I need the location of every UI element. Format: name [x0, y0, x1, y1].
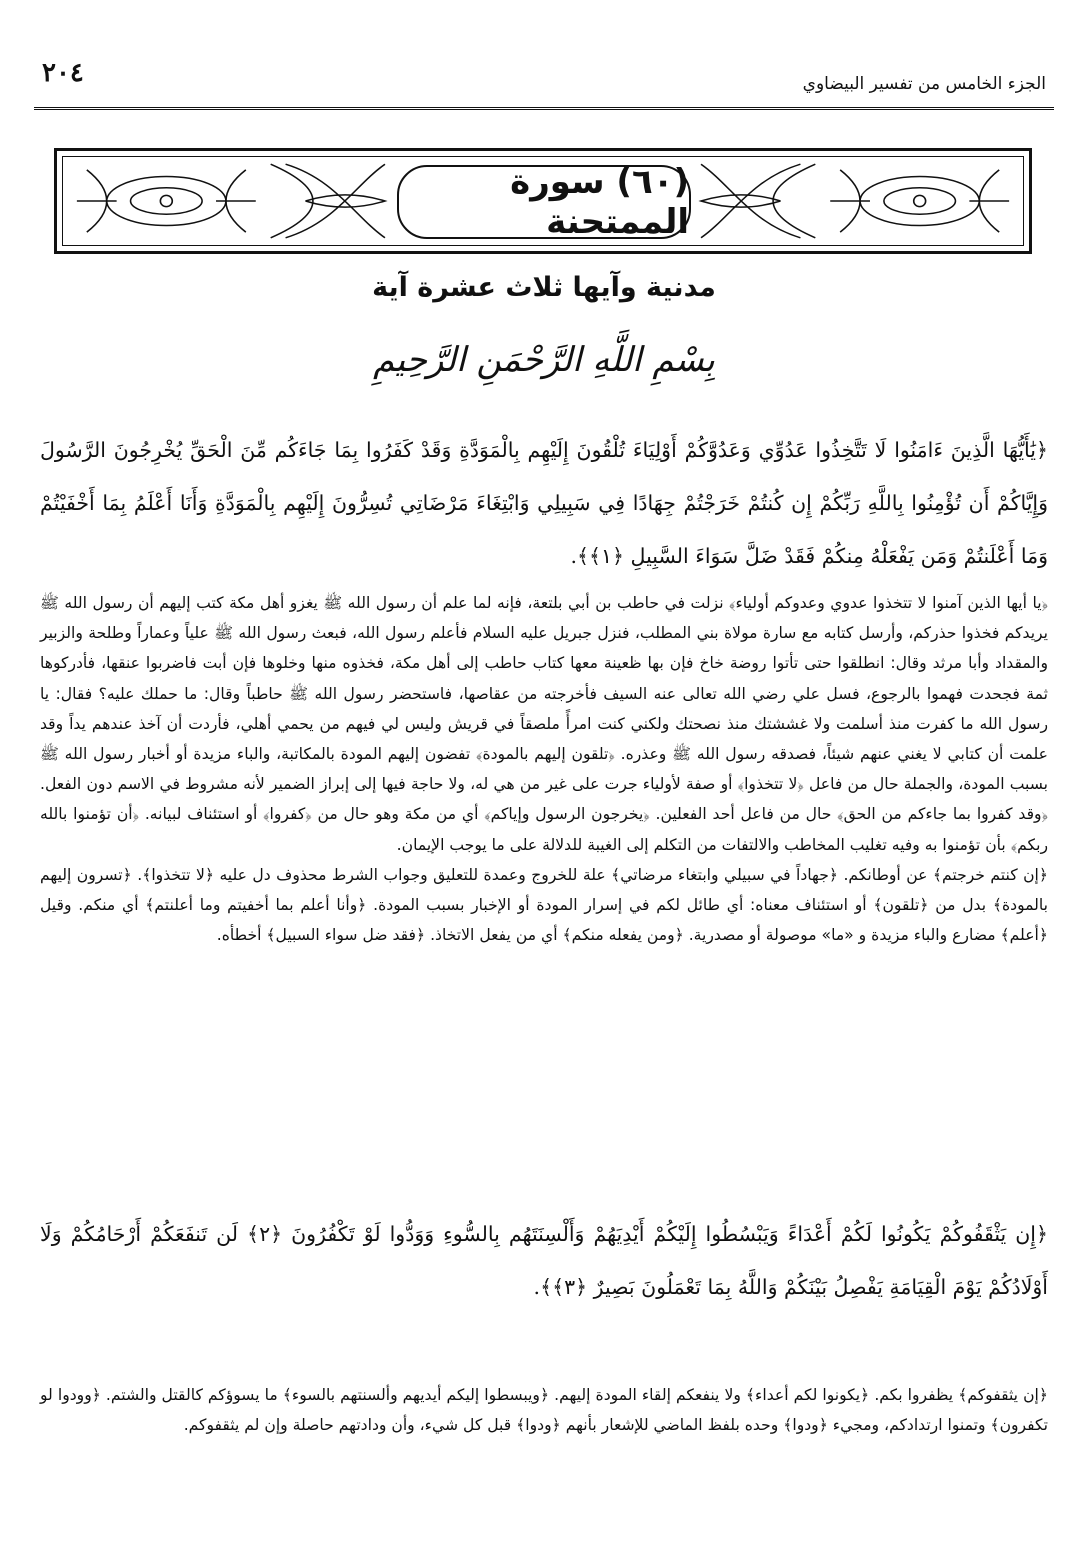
surah-subtitle: مدنية وآيها ثلاث عشرة آية [372, 272, 716, 303]
verse-block-2: ﴿إِن يَثْقَفُوكُمْ يَكُونُوا لَكُمْ أَعْدَاءً وَيَبْسُطُوا إِلَيْكُمْ أَيْدِيَهُمْ وَأَلْسِنَتَهُم بِالسُّوءِ وَوَدُّوا لَوْ تَكْفُرُونَ ﴿٢﴾ لَن تَنفَعَكُمْ أَرْحَامُكُمْ وَلَا أَوْلَادُكُمْ يَوْمَ الْقِيَامَةِ يَفْصِلُ بَيْنَكُمْ وَاللَّهُ بِمَا تَعْمَلُونَ بَصِيرٌ ﴿٣﴾﴾. [40, 1222, 1048, 1299]
header-rule [34, 107, 1054, 110]
page-number: ٢٠٤ [42, 58, 84, 88]
surah-title: (٦٠) سورة الممتحنة [510, 162, 689, 242]
commentary-block-2: ﴿إن يثقفوكم﴾ يظفروا بكم. ﴿يكونوا لكم أعداء﴾ ولا ينفعكم إلقاء المودة إليهم. ﴿ويبسطوا إليكم أيديهم وألسنتهم بالسوء﴾ ما يسوؤكم كالقتل والشتم. ﴿وودوا لو تكفرون﴾ وتمنوا ارتدادكم، ومجيء ﴿ودوا﴾ وحده بلفظ الماضي للإشعار بأنهم ﴿ودوا﴾ قبل كل شيء، وأن ودادتهم حاصلة وإن لم يثقفوكم. [40, 1386, 1048, 1435]
commentary-paragraph: ﴿إن كنتم خرجتم﴾ عن أوطانكم. ﴿جهاداً في سبيلي وابتغاء مرضاتي﴾ علة للخروج وعمدة للتعليق وجواب الشرط محذوف دل عليه ﴿لا تتخذوا﴾. ﴿تسرون إليهم بالمودة﴾ بدل من ﴿تلقون﴾ أو استئناف معناه: أي طائل لكم في إسرار المودة أو الإخبار بسبب المودة. ﴿وأنا أعلم بما أخفيتم وما أعلنتم﴾ أي منكم. وقيل ﴿أعلم﴾ مضارع والباء مزيدة و «ما» موصولة أو مصدرية. ﴿ومن يفعله منكم﴾ أي من يفعل الاتخاذ. ﴿فقد ضل سواء السبيل﴾ أخطأه. [40, 865, 1048, 945]
commentary-block-1 [40, 588, 1048, 950]
surah-ornament-frame [54, 148, 1032, 254]
surah-title-cartouche [397, 162, 691, 242]
commentary-paragraph: ﴿يا أيها الذين آمنوا لا تتخذوا عدوي وعدوكم أولياء﴾ نزلت في حاطب بن أبي بلتعة، فإنه لما علم أن رسول الله ﷺ يغزو أهل مكة كتب إليهم أن رسول الله ﷺ يريدكم فخذوا حذركم، وأرسل كتابه مع سارة مولاة بني المطلب، فنزل جبريل عليه السلام فأعلم رسول الله، فبعث رسول الله ﷺ علياً وعماراً وطلحة والزبير والمقداد وأبا مرثد وقال: انطلقوا حتى تأتوا روضة خاخ فإن بها ظعينة معها كتاب حاطب إلى أهل مكة، فخذوه منها وخلوها فإن أبت فاضربوا عنقها، فأدركوها ثمة فجحدت فهموا بالرجوع، فسل علي رضي الله تعالى عنه السيف فأخرجته من عقاصها، فاستحضر رسول الله ﷺ حاطباً وقال: ما حملك عليه؟ فقال: يا رسول الله ما كفرت منذ أسلمت ولا غششتك منذ نصحتك ولكني كنت امرأً ملصقاً في قريش وليس لي فيهم من يحمي أهلي، فأردت أن آخذ عندهم يداً وقد علمت أن كتابي لا يغني عنهم شيئاً، فصدقه رسول الله ﷺ وعذره. ﴿تلقون إليهم بالمودة﴾ تفضون إليهم المودة بالمكاتبة، والباء مزيدة أو أخبار رسول الله ﷺ بسبب المودة، والجملة حال من فاعل ﴿لا تتخذوا﴾ أو صفة لأولياء جرت على غير من هي له، ولا حاجة فيها إلى إبراز الضمير لأنه مشروط في الاسم دون الفعل. ﴿وقد كفروا بما جاءكم من الحق﴾ حال من فاعل أحد الفعلين. ﴿يخرجون الرسول وإياكم﴾ أي من مكة وهو حال من ﴿كفروا﴾ أو استئناف لبيانه. ﴿أن تؤمنوا بالله ربكم﴾ بأن تؤمنوا به وفيه تغليب المخاطب والالتفات من التكلم إلى الغيبة للدلالة على ما يوجب الإيمان. [40, 594, 1048, 854]
page-header [34, 52, 1054, 110]
verse-block-1: ﴿يَٰأَيُّهَا الَّذِينَ ءَامَنُوا لَا تَتَّخِذُوا عَدُوِّي وَعَدُوَّكُمْ أَوْلِيَاءَ تُلْقُونَ إِلَيْهِم بِالْمَوَدَّةِ وَقَدْ كَفَرُوا بِمَا جَاءَكُم مِّنَ الْحَقِّ يُخْرِجُونَ الرَّسُولَ وَإِيَّاكُمْ أَن تُؤْمِنُوا بِاللَّهِ رَبِّكُمْ إِن كُنتُمْ خَرَجْتُمْ جِهَادًا فِي سَبِيلِي وَابْتِغَاءَ مَرْضَاتِي تُسِرُّونَ إِلَيْهِم بِالْمَوَدَّةِ وَأَنَا أَعْلَمُ بِمَا أَخْفَيْتُمْ وَمَا أَعْلَنتُمْ وَمَن يَفْعَلْهُ مِنكُمْ فَقَدْ ضَلَّ سَوَاءَ السَّبِيلِ ﴿١﴾﴾. [40, 438, 1048, 568]
basmala: بِسْمِ اللَّهِ الرَّحْمَنِ الرَّحِيمِ [373, 340, 715, 380]
running-title: الجزء الخامس من تفسير البيضاوي [802, 74, 1046, 94]
